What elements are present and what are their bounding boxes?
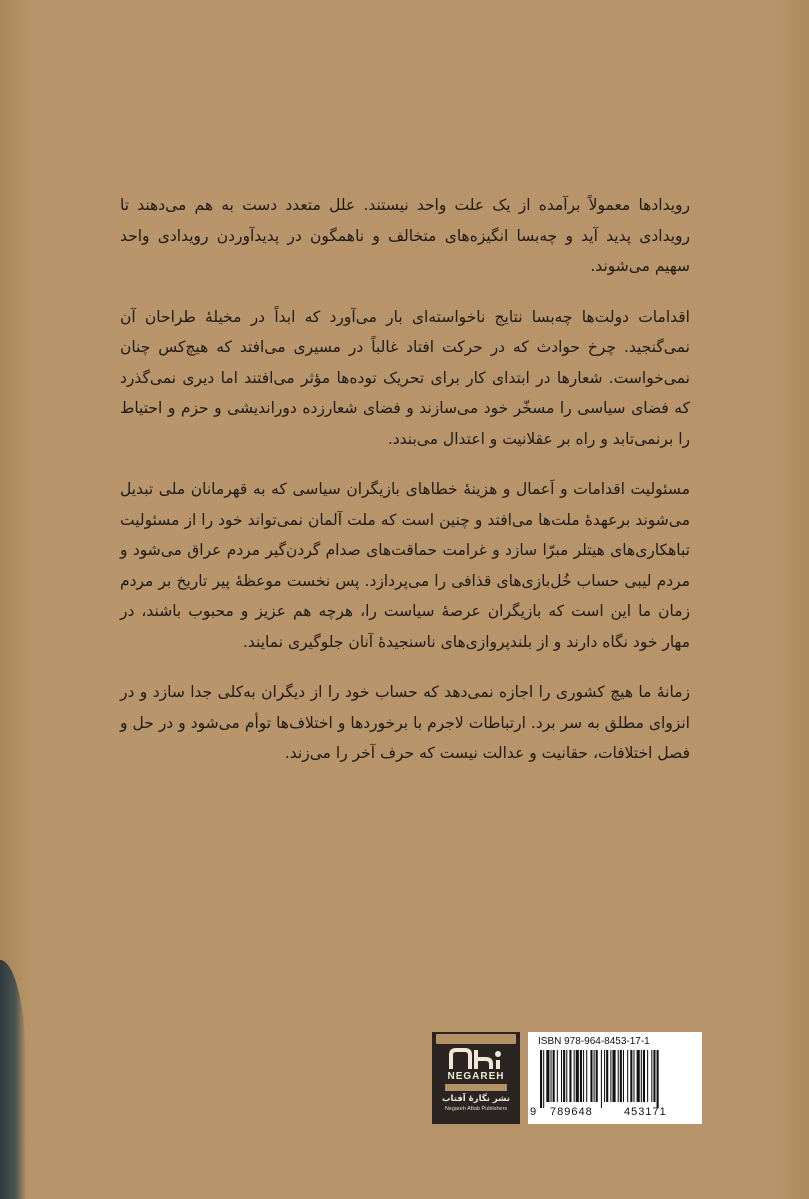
barcode-bar — [540, 1050, 542, 1108]
paragraph-4: زمانهٔ ما هیچ کشوری را اجازه نمی‌دهد که حساب خود را از دیگران به‌کلی جدا سازد و در انزوای مطلق به سر برد. ارتباطات لاجرم با برخوردها و اختلاف‌ها توأم می‌شود و در حل و فصل اختلافات، حقانیت و عدالت نیست که حرف آخر را می‌زند. — [120, 683, 690, 762]
barcode-bar — [543, 1050, 544, 1108]
barcode-bar — [546, 1050, 549, 1102]
negareh-logo-icon — [447, 1047, 505, 1071]
barcode-bar — [594, 1050, 595, 1102]
barcode-bar — [561, 1050, 562, 1102]
barcode-bar — [586, 1050, 587, 1102]
barcode-bar — [576, 1050, 579, 1102]
barcode-bar — [551, 1050, 552, 1102]
publisher-and-barcode — [432, 1032, 702, 1124]
barcode-bar — [610, 1050, 611, 1102]
barcode-digits-left: 789648 — [550, 1106, 593, 1118]
barcode-bar — [630, 1050, 632, 1102]
barcode-bar — [637, 1050, 640, 1102]
barcode-bar — [643, 1050, 645, 1102]
publisher-name-fa: نشر نگارهٔ آفتاب — [442, 1094, 510, 1104]
barcode-bar — [596, 1050, 598, 1102]
barcode-bar — [563, 1050, 565, 1102]
barcode-bar — [618, 1050, 619, 1102]
barcode-bar — [620, 1050, 622, 1102]
barcode-bar — [590, 1050, 592, 1102]
paragraph-1: رویدادها معمولاً برآمده از یک علت واحد نیستند. علل متعدد دست به هم می‌دهند تا رویدادی پدید آید و چه‌بسا انگیزه‌های متخالف و ناهمگون در پدیدآوردن رویدادی واحد سهیم می‌شوند. — [120, 196, 690, 275]
barcode-digits-right: 453171 — [624, 1106, 667, 1118]
logo-wordmark: NEGAREH — [447, 1071, 505, 1082]
barcode-bar — [580, 1050, 582, 1102]
barcode-bar — [653, 1050, 655, 1102]
paragraph-2: اقدامات دولت‌ها چه‌بسا نتایج ناخواسته‌ای بار می‌آورد که ابداً در مخیلهٔ طراحان آن نمی‌گنجید. چرخ حوادث که در حرکت افتاد غالباً در مسیری می‌افتد که هیچ‌کس چنان نمی‌خواست. شعارها در ابتدای کار برای تحریک توده‌ها مؤثر می‌افتند اما دیری نمی‌گذرد که فضای سیاسی را مسخّر خود می‌سازند و فضای شعارزده دوراندیشی و حزم و احتیاط را برنمی‌تابد و راه بر عقلانیت و اعتدال می‌بندد. — [120, 307, 690, 448]
barcode-bar — [557, 1050, 558, 1102]
barcode-bar — [606, 1050, 608, 1102]
publisher-logo — [432, 1032, 520, 1124]
barcode-bar — [651, 1050, 652, 1102]
paragraph-3: مسئولیت اقدامات و اَعمال و هزینهٔ خطاهای بازیگران سیاسی که به قهرمانان ملی تبدیل می‌شوند برعهدهٔ ملت‌ها می‌افتد و چنین است که ملت آلمان نمی‌تواند خود را از مسئولیت تباهکاری‌های هیتلر مبرّا سازد و غرامت حماقت‌های صدام گردن‌گیر مردم عراق می‌شود و مردم لیبی حساب خُل‌بازی‌های قذافی را می‌پردازد. پس نخست موعظهٔ پیر تاریخ بر مردم زمان ما این است که بازیگران عرصهٔ سیاست را، هرچه هم عزیز و محبوب باشند، در مهار خود نگاه دارند و از بلندپروازی‌های ناسنجیدهٔ آنان جلوگیری نمایند. — [120, 480, 690, 651]
barcode-bar — [657, 1050, 659, 1108]
barcode-bar — [569, 1050, 571, 1102]
barcode-bars — [536, 1050, 694, 1108]
barcode-bar — [553, 1050, 555, 1102]
barcode-bar — [647, 1050, 648, 1102]
barcode-bar — [627, 1050, 628, 1102]
publisher-name-en: Negareh Aftab Publishers — [444, 1106, 508, 1112]
logo-top-strip — [436, 1034, 516, 1044]
barcode-bar — [612, 1050, 615, 1102]
barcode-bar — [623, 1050, 624, 1102]
barcode-digit-first: 9 — [530, 1106, 538, 1118]
barcode-bar — [574, 1050, 575, 1102]
barcode-bar — [601, 1050, 602, 1108]
barcode-bar — [566, 1050, 567, 1102]
logo-bottom-strip — [445, 1084, 507, 1091]
isbn-label: ISBN 978-964-8453-17-1 — [538, 1036, 650, 1047]
isbn-barcode — [528, 1032, 702, 1124]
barcode-bar — [604, 1050, 605, 1102]
blurb-text — [120, 190, 690, 789]
barcode-bar — [641, 1050, 642, 1102]
barcode-bar — [583, 1050, 584, 1102]
barcode-bar — [633, 1050, 634, 1102]
